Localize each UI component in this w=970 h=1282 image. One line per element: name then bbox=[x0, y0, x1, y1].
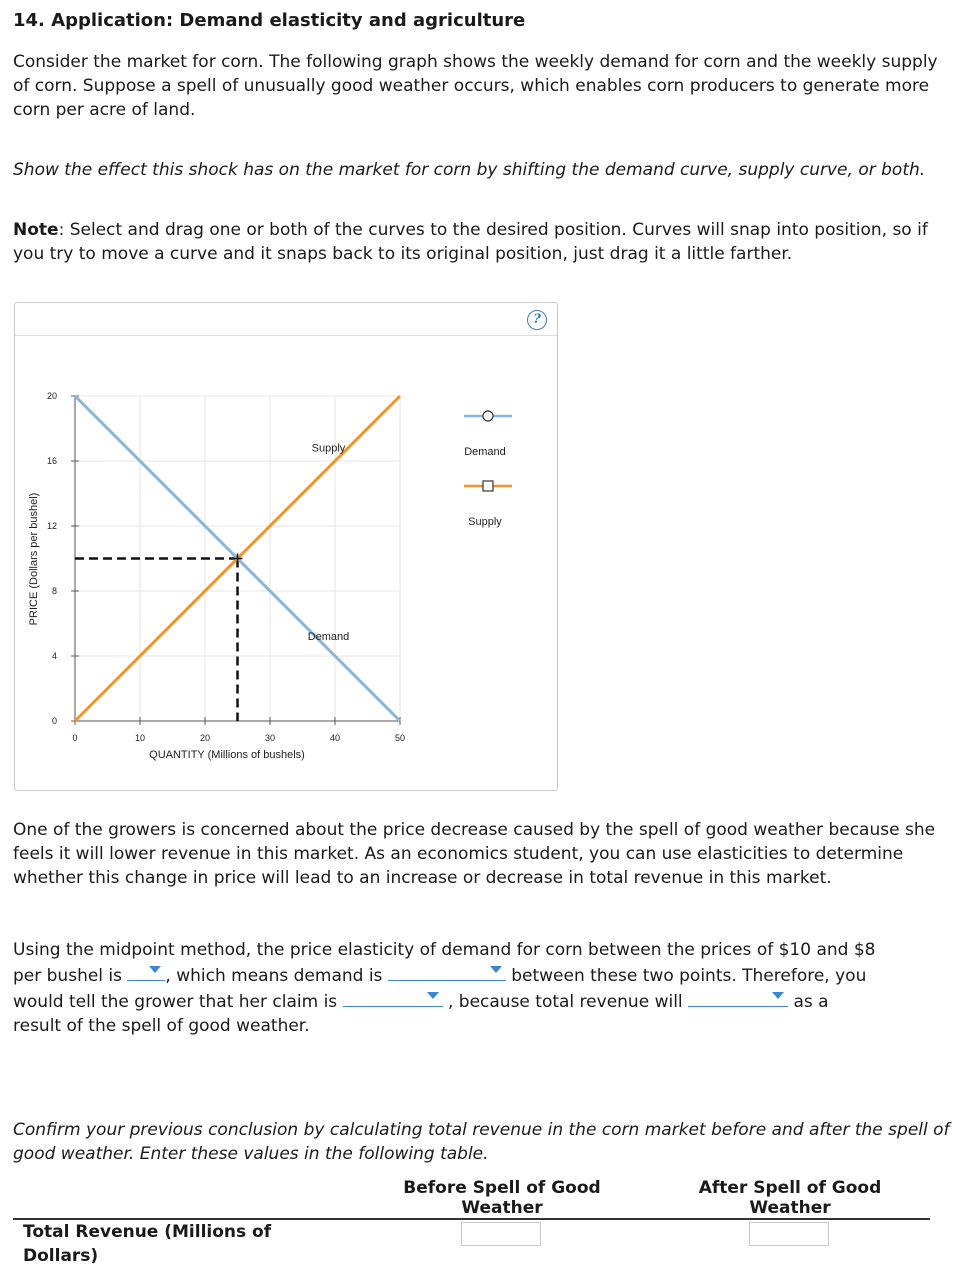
fill-in-text: per bushel is bbox=[13, 966, 123, 986]
supply-tool[interactable] bbox=[464, 481, 512, 528]
fill-in-line-1: Using the midpoint method, the price elasticity of demand for corn between the prices of $10 and $8 bbox=[13, 940, 876, 960]
y-axis-label: PRICE (Dollars per bushel) bbox=[28, 492, 40, 626]
col-header-after-line: Weather bbox=[749, 1198, 831, 1218]
demand-tool-handle-icon[interactable] bbox=[483, 411, 493, 421]
x-tick-label: 10 bbox=[134, 733, 146, 743]
y-tick-label: 20 bbox=[46, 391, 57, 401]
fill-in-text: , which means demand is bbox=[165, 966, 383, 986]
confirm-text: Confirm your previous conclusion by calculating total revenue in the corn market before and after the spell of good weather. Enter these values in the following table. bbox=[13, 1120, 950, 1164]
instruction-text: Show the effect this shock has on the market for corn by shifting the demand curve, supply curve, or both. bbox=[13, 160, 926, 180]
question-title: 14. Application: Demand elasticity and agriculture bbox=[13, 10, 526, 31]
help-icon[interactable]: ? bbox=[527, 310, 547, 330]
fill-in-text: would tell the grower that her claim is bbox=[13, 992, 338, 1012]
col-header-before-line: Before Spell of Good bbox=[403, 1178, 601, 1198]
graph-panel bbox=[14, 302, 558, 791]
intro-text: Consider the market for corn. The following graph shows the weekly demand for corn and the weekly supply of corn. Suppose a spell of unusually good weather occurs, which enables corn producers to generate more corn per acre of land. bbox=[13, 52, 938, 120]
x-tick-label: 50 bbox=[394, 733, 406, 743]
curves bbox=[75, 396, 400, 721]
chevron-down-icon bbox=[149, 966, 161, 973]
graph-canvas[interactable] bbox=[15, 303, 559, 792]
row-label-line: Total Revenue (Millions of bbox=[23, 1222, 272, 1242]
revenue-change-dropdown[interactable] bbox=[688, 988, 788, 1007]
col-header-after-line: After Spell of Good bbox=[698, 1178, 882, 1198]
x-tick-label: 20 bbox=[199, 733, 211, 743]
x-tick-label: 40 bbox=[329, 733, 341, 743]
y-tick-label: 8 bbox=[51, 586, 57, 596]
col-header-before bbox=[392, 1178, 612, 1218]
row-label-total-revenue bbox=[23, 1220, 271, 1268]
y-tick-label: 4 bbox=[51, 651, 57, 661]
fill-in-line-2 bbox=[13, 962, 953, 988]
y-tick-label: 0 bbox=[51, 716, 57, 726]
fill-in-paragraph bbox=[13, 938, 953, 1038]
demand-tool-label: Demand bbox=[464, 446, 506, 458]
note-text bbox=[13, 218, 953, 266]
demand-tool[interactable] bbox=[464, 411, 512, 458]
fill-in-text: , because total revenue will bbox=[447, 992, 683, 1012]
col-header-before-line: Weather bbox=[461, 1198, 543, 1218]
x-tick-label: 0 bbox=[72, 733, 78, 743]
fill-in-line-4: result of the spell of good weather. bbox=[13, 1016, 310, 1036]
row-label-line: Dollars) bbox=[23, 1246, 99, 1266]
note-body: : Select and drag one or both of the curves to the desired position. Curves will snap into position, so if you try to move a curve and it snaps back to its original position, just drag it a little farther. bbox=[13, 220, 928, 264]
supply-tool-handle-icon[interactable] bbox=[483, 481, 493, 491]
chevron-down-icon bbox=[427, 992, 439, 999]
demand-type-dropdown[interactable] bbox=[388, 962, 506, 981]
fill-in-text: between these two points. Therefore, you bbox=[511, 966, 867, 986]
fill-in-line-3 bbox=[13, 988, 953, 1014]
revenue-before-input[interactable] bbox=[461, 1222, 541, 1246]
col-header-after bbox=[680, 1178, 900, 1218]
elasticity-intro-text: One of the growers is concerned about the price decrease caused by the spell of good weather because she feels it will lower revenue in this market. As an economics student, you can use elasticities to determine whether this change in price will lead to an increase or decrease in total revenue in this market. bbox=[13, 820, 936, 888]
chevron-down-icon bbox=[490, 966, 502, 973]
revenue-after-input[interactable] bbox=[749, 1222, 829, 1246]
claim-dropdown[interactable] bbox=[343, 988, 443, 1007]
fill-in-text: as a bbox=[793, 992, 829, 1012]
supply-curve-label: Supply bbox=[311, 442, 346, 455]
supply-tool-label: Supply bbox=[468, 516, 502, 528]
note-label: Note bbox=[13, 220, 59, 240]
x-tick-label: 30 bbox=[264, 733, 276, 743]
elasticity-value-dropdown[interactable] bbox=[127, 962, 165, 981]
y-tick-label: 12 bbox=[46, 521, 57, 531]
x-axis-label: QUANTITY (Millions of bushels) bbox=[149, 749, 305, 761]
y-tick-label: 16 bbox=[46, 456, 57, 466]
chevron-down-icon bbox=[772, 992, 784, 999]
demand-curve-label: Demand bbox=[307, 630, 350, 643]
